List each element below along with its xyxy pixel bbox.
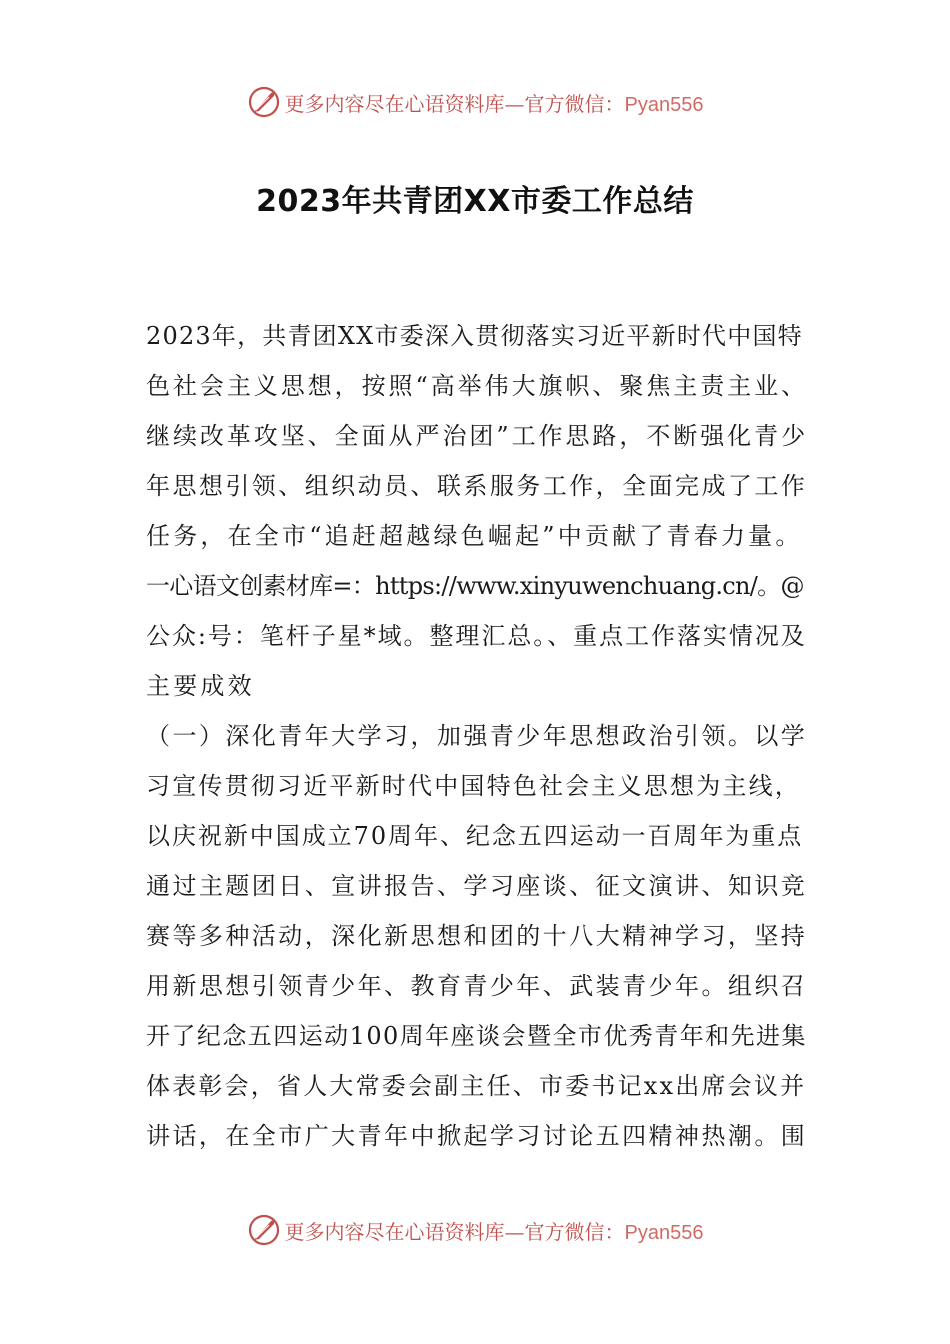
body-line: 用新思想引领青少年、教育青少年、武装青少年。组织召 bbox=[146, 972, 808, 1000]
body-line: 色社会主义思想，按照“高举伟大旗帜、聚焦主责主业、 bbox=[146, 372, 809, 400]
body-line: 讲话，在全市广大青年中掀起学习讨论五四精神热潮。围 bbox=[146, 1122, 808, 1150]
body-line: 公众:号：笔杆子星*域。整理汇总。、重点工作落实情况及 bbox=[146, 622, 807, 650]
footer-banner-contact: Pyan556 bbox=[624, 1221, 704, 1244]
quill-logo-icon bbox=[247, 1213, 281, 1247]
quill-logo-icon bbox=[247, 85, 281, 119]
body-line: （一）深化青年大学习，加强青少年思想政治引领。以学 bbox=[146, 722, 808, 750]
body-line: 以庆祝新中国成立70周年、纪念五四运动一百周年为重点 bbox=[146, 822, 804, 850]
body-line: 体表彰会，省人大常委会副主任、市委书记xx出席会议并 bbox=[146, 1072, 807, 1100]
body-line: 赛等多种活动，深化新思想和团的十八大精神学习，坚持 bbox=[146, 922, 808, 950]
body-line: 2023年，共青团XX市委深入贯彻落实习近平新时代中国特 bbox=[146, 322, 803, 350]
body-line: 一心语文创素材库=：https://www.xinyuwenchuang.cn/。@ bbox=[146, 572, 804, 600]
footer-banner bbox=[0, 1210, 950, 1250]
footer-banner-text: 更多内容尽在心语资料库—官方微信：Pyan556 bbox=[284, 1219, 704, 1244]
body-line: 年思想引领、组织动员、联系服务工作，全面完成了工作 bbox=[146, 472, 808, 500]
body-line: 继续改革攻坚、全面从严治团”工作思路，不断强化青少 bbox=[146, 422, 809, 450]
document-title: 2023年共青团XX市委工作总结 bbox=[256, 184, 694, 219]
body-line: 任务，在全市“追赶超越绿色崛起”中贡献了青春力量。 bbox=[146, 522, 803, 550]
body-line: 开了纪念五四运动100周年座谈会暨全市优秀青年和先进集 bbox=[146, 1022, 807, 1050]
body-line: 习宣传贯彻习近平新时代中国特色社会主义思想为主线， bbox=[146, 772, 801, 800]
document-body bbox=[146, 311, 809, 1161]
header-banner-contact: Pyan556 bbox=[624, 93, 704, 116]
body-line: 通过主题团日、宣讲报告、学习座谈、征文演讲、知识竞 bbox=[146, 872, 808, 900]
header-banner-text: 更多内容尽在心语资料库—官方微信：Pyan556 bbox=[284, 91, 704, 116]
body-line: 主要成效 bbox=[146, 672, 255, 700]
header-banner bbox=[0, 82, 950, 122]
